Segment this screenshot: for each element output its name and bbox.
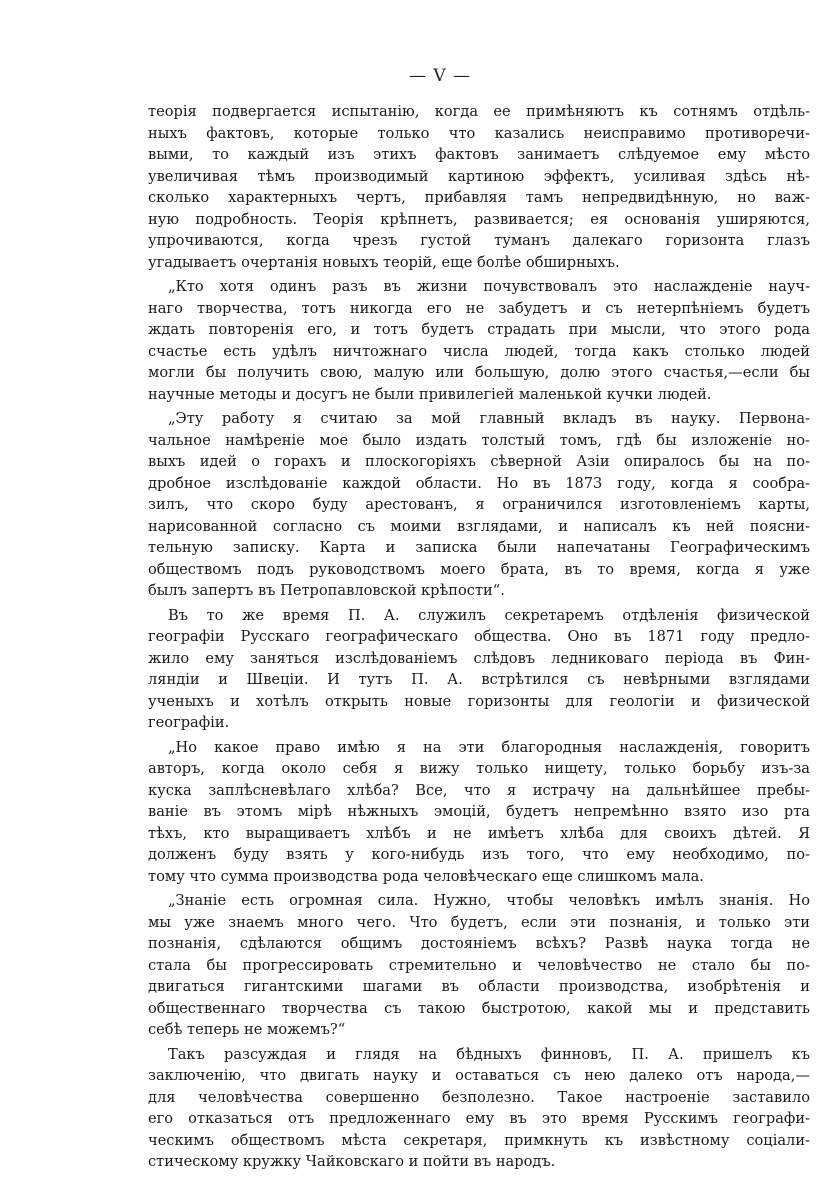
text-line: стическому кружку Чайковскаго и пойти въ народъ. (148, 1153, 556, 1170)
text-line: познанія, сдѣлаются общимъ достояніемъ всѣхъ? Развѣ наука тогда не (148, 935, 810, 952)
text-line: „Знаніе есть огромная сила. Нужно, чтобы человѣкъ имѣлъ знанія. Но (168, 892, 810, 909)
text-line: теорія подвергается испытанію, когда ее примѣняютъ къ сотнямъ отдѣль- (148, 103, 810, 120)
text-line: для человѣчества совершенно безполезно. Такое настроеніе заставило (148, 1088, 810, 1106)
text-line: могли бы получить свою, малую или большую, долю этого счастья,—если бы (148, 364, 810, 381)
paragraph (148, 101, 810, 273)
paragraph (148, 605, 810, 734)
page-number: — V — (408, 66, 472, 86)
text-line: тому что сумма производства рода человѣческаго еще слишкомъ мала. (148, 867, 704, 885)
text-line: дробное изслѣдованіе каждой области. Но въ 1873 году, когда я сообра- (148, 474, 810, 492)
text-line: ученыхъ и хотѣлъ открыть новые горизонты для геологіи и физической (148, 692, 810, 710)
text-line: авторъ, когда около себя я вижу только нищету, только борьбу изъ-за (148, 760, 810, 777)
text-line: счастье есть удѣлъ ничтожнаго числа людей, тогда какъ столько людей (148, 342, 810, 360)
text-line: „Эту работу я считаю за мой главный вкладъ въ науку. Первона- (168, 410, 810, 427)
text-line: угадываетъ очертанія новыхъ теорій, еще болѣе обширныхъ. (148, 253, 620, 271)
text-line: географіи Русскаго географическаго общества. Оно въ 1871 году предло- (148, 628, 810, 645)
text-line: „Кто хотя одинъ разъ въ жизни почувствовалъ это наслажденіе науч- (168, 278, 810, 295)
body-text (148, 101, 810, 1176)
text-line: зилъ, что скоро буду арестованъ, я ограничился изготовленіемъ карты, (148, 496, 810, 513)
paragraph (148, 737, 810, 888)
text-line: его отказаться отъ предложеннаго ему въ это время Русскимъ географи- (148, 1110, 810, 1127)
text-line: долженъ буду взять у кого-нибудь изъ того, что ему необходимо, по- (148, 846, 810, 863)
text-line: чальное намѣреніе мое было издать толстый томъ, гдѣ бы изложеніе но- (148, 431, 810, 449)
text-line: куска заплѣсневѣлаго хлѣба? Все, что я истрачу на дальнѣйшее пребы- (148, 781, 810, 799)
paragraph (148, 890, 810, 1041)
text-line: ждать повторенія его, и тотъ будетъ страдать при мысли, что этого рода (148, 321, 810, 338)
text-line: наго творчества, тотъ никогда его не забудетъ и съ нетерпѣніемъ будетъ (148, 299, 810, 317)
text-line: сколько характерныхъ чертъ, прибавляя тамъ непредвидѣнную, но важ- (148, 189, 810, 206)
text-line: географіи. (148, 714, 230, 731)
text-line: общественнаго творчества съ такою быстротою, какой мы и представить (148, 999, 810, 1017)
text-line: выхъ идей о горахъ и плоскогоріяхъ сѣверной Азіи опиралось бы на по- (148, 453, 810, 470)
text-line: нарисованной согласно съ моими взглядами, и написалъ къ ней поясни- (148, 517, 810, 535)
text-line: заключенію, что двигать науку и оставаться съ нею далеко отъ народа,— (148, 1067, 810, 1084)
text-line: ную подробность. Теорія крѣпнетъ, развивается; ея основанія уширяются, (148, 210, 810, 228)
paragraph (148, 276, 810, 405)
text-line: тѣхъ, кто выращиваетъ хлѣбъ и не имѣетъ хлѣба для своихъ дѣтей. Я (148, 824, 810, 842)
text-line: жило ему заняться изслѣдованіемъ слѣдовъ ледниковаго періода въ Фин- (148, 649, 810, 667)
text-line: стала бы прогрессировать стремительно и человѣчество не стало бы по- (148, 956, 810, 974)
text-line: мы уже знаемъ много чего. Что будетъ, если эти познанія, и только эти (148, 913, 810, 931)
text-line: себѣ теперь не можемъ?“ (148, 1021, 346, 1038)
text-line: увеличивая тѣмъ производимый картиною эффектъ, усиливая здѣсь нѣ- (148, 167, 810, 185)
text-line: ныхъ фактовъ, которые только что казались неисправимо противоречи- (148, 124, 810, 142)
text-line: двигаться гигантскими шагами въ области производства, изобрѣтенія и (148, 978, 810, 995)
text-line: обществомъ подъ руководствомъ моего брата, въ то время, когда я уже (148, 560, 810, 578)
text-line: ляндіи и Швеціи. И тутъ П. А. встрѣтился съ невѣрными взглядами (148, 671, 810, 688)
text-line: упрочиваются, когда чрезъ густой туманъ далекаго горизонта глазъ (148, 232, 810, 249)
text-line: Въ то же время П. А. служилъ секретаремъ отдѣленія физической (168, 606, 810, 624)
text-line: „Но какое право имѣю я на эти благородныя наслажденія, говоритъ (168, 738, 810, 756)
text-line: ваніе въ этомъ мірѣ нѣжныхъ эмоцій, будетъ непремѣнно взято изо рта (148, 803, 810, 820)
text-line: выми, то каждый изъ этихъ фактовъ занимаетъ слѣдуемое ему мѣсто (148, 146, 810, 163)
text-line: былъ запертъ въ Петропавловской крѣпости“. (148, 582, 505, 599)
text-line: тельную записку. Карта и записка были напечатаны Географическимъ (148, 539, 810, 556)
paragraph (148, 1044, 810, 1173)
text-line: Такъ разсуждая и глядя на бѣдныхъ финновъ, П. А. пришелъ къ (168, 1045, 810, 1063)
paragraph (148, 408, 810, 602)
text-line: научные методы и досугъ не были привилегіей маленькой кучки людей. (148, 385, 712, 403)
text-line: ческимъ обществомъ мѣста секретаря, примкнуть къ извѣстному соціали- (148, 1131, 810, 1149)
